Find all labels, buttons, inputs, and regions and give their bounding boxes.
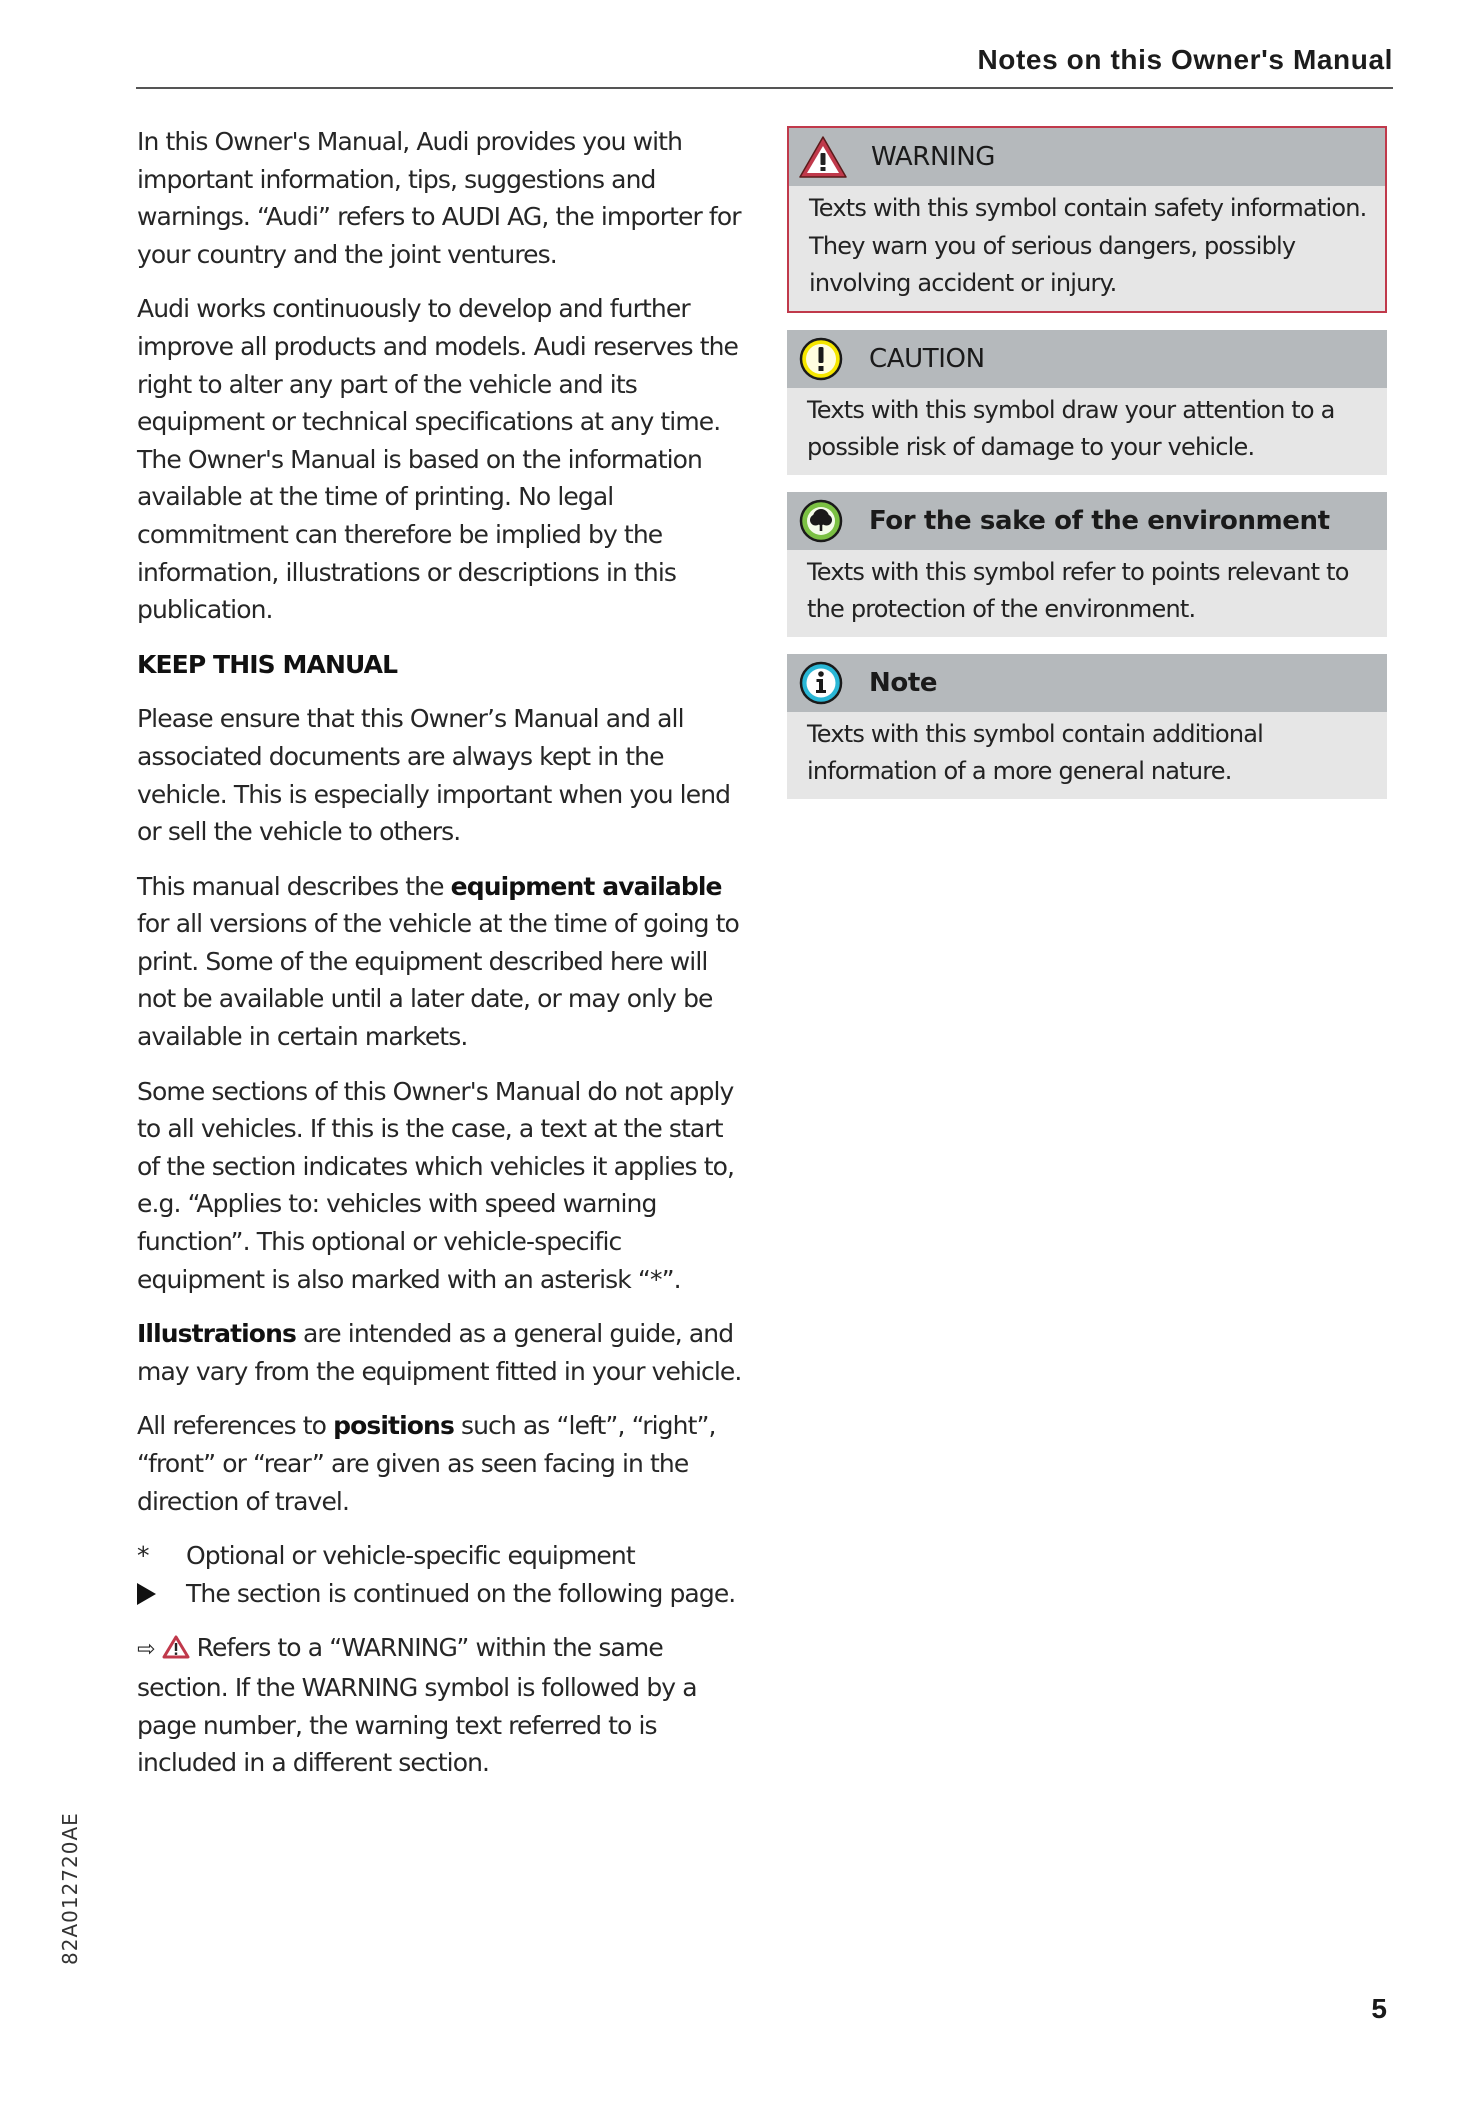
tree-icon: [795, 495, 847, 547]
text-span: are intended as a general guide, and may vary from the equipment fitted in your vehicle.: [137, 1319, 742, 1386]
box-title: CAUTION: [869, 343, 985, 374]
triangle-right-icon: [137, 1575, 186, 1613]
bold-term: equipment available: [450, 871, 722, 901]
box-header: [787, 492, 1387, 550]
text-span: for all versions of the vehicle at the time of going to print. Some of the equipment described here will not be available until a later date, or may only be available in certain markets.: [137, 909, 739, 1052]
text-span: This manual describes the: [137, 871, 451, 901]
box-header: [789, 128, 1385, 186]
header-rule: [136, 87, 1393, 89]
box-header: [787, 654, 1387, 712]
bold-term: Illustrations: [137, 1319, 296, 1349]
info-icon: [795, 657, 847, 709]
bold-term: positions: [333, 1411, 454, 1441]
environment-box: [787, 492, 1387, 637]
box-title: Note: [869, 667, 938, 698]
illustrations-paragraph: [137, 1315, 749, 1390]
legend-item: [137, 1537, 749, 1575]
legend-text: The section is continued on the following page.: [186, 1578, 736, 1608]
caution-box: [787, 330, 1387, 475]
text-span: such as “left”, “right”, “front” or “rear” are given as seen facing in the direction of travel.: [137, 1411, 716, 1516]
page-number: 5: [1371, 1993, 1387, 2024]
legend-text: Optional or vehicle-specific equipment: [186, 1541, 635, 1571]
caution-exclamation-icon: [795, 333, 847, 385]
text-span: Refers to a “WARNING” within the same section. If the WARNING symbol is followed by a page number, the warning text referred to is included in a different section.: [137, 1633, 697, 1778]
sections-paragraph: Some sections of this Owner's Manual do not apply to all vehicles. If this is the case, a text at the start of the section indicates which vehicles it applies to, e.g. “Applies to: vehicles with speed warning function”. This optional or vehicle-specific equipment is also marked with an asterisk “*”.: [137, 1076, 735, 1294]
box-title: For the sake of the environment: [869, 505, 1330, 536]
warning-reference-paragraph: [137, 1629, 749, 1781]
text-span: All references to: [137, 1411, 334, 1441]
intro-paragraph: In this Owner's Manual, Audi provides you with important information, tips, suggestions and warnings. “Audi” refers to AUDI AG, the importer for your country and the joint ventures.: [137, 127, 741, 269]
positions-paragraph: [137, 1407, 749, 1520]
asterisk-icon: *: [137, 1541, 149, 1571]
box-text: Texts with this symbol contain additional information of a more general nature.: [807, 719, 1264, 785]
box-text: Texts with this symbol draw your attention to a possible risk of damage to your vehicle.: [807, 395, 1335, 461]
warning-triangle-icon: [797, 131, 849, 183]
box-text: Texts with this symbol refer to points relevant to the protection of the environment.: [807, 557, 1349, 623]
box-title: WARNING: [871, 142, 996, 172]
document-code: 82A012720AE: [58, 1812, 82, 1965]
box-text: Texts with this symbol contain safety information. They warn you of serious dangers, possibly involving accident or injury.: [809, 194, 1367, 297]
main-text-column: [137, 123, 749, 1799]
page-header-title: Notes on this Owner's Manual: [977, 44, 1393, 75]
equipment-paragraph: [137, 868, 749, 1056]
development-paragraph: Audi works continuously to develop and further improve all products and models. Audi reserves the right to alter any part of the vehicle and its equipment or technical specifications at any time. The Owner's Manual is based on the information available at the time of printing. No legal commitment can therefore be implied by the information, illustrations or descriptions in this publication.: [137, 294, 739, 625]
note-box: [787, 654, 1387, 799]
symbol-legend: [137, 1537, 749, 1612]
warning-box: [787, 126, 1387, 313]
box-header: [787, 330, 1387, 388]
keep-manual-heading: KEEP THIS MANUAL: [137, 649, 398, 679]
warning-triangle-icon: [162, 1632, 190, 1656]
symbol-boxes-column: [787, 126, 1387, 816]
keep-manual-paragraph: Please ensure that this Owner’s Manual and all associated documents are always kept in the vehicle. This is especially important when you lend or sell the vehicle to others.: [137, 704, 731, 847]
arrow-right-icon: ⇨: [137, 1637, 155, 1663]
legend-item: [137, 1575, 749, 1613]
